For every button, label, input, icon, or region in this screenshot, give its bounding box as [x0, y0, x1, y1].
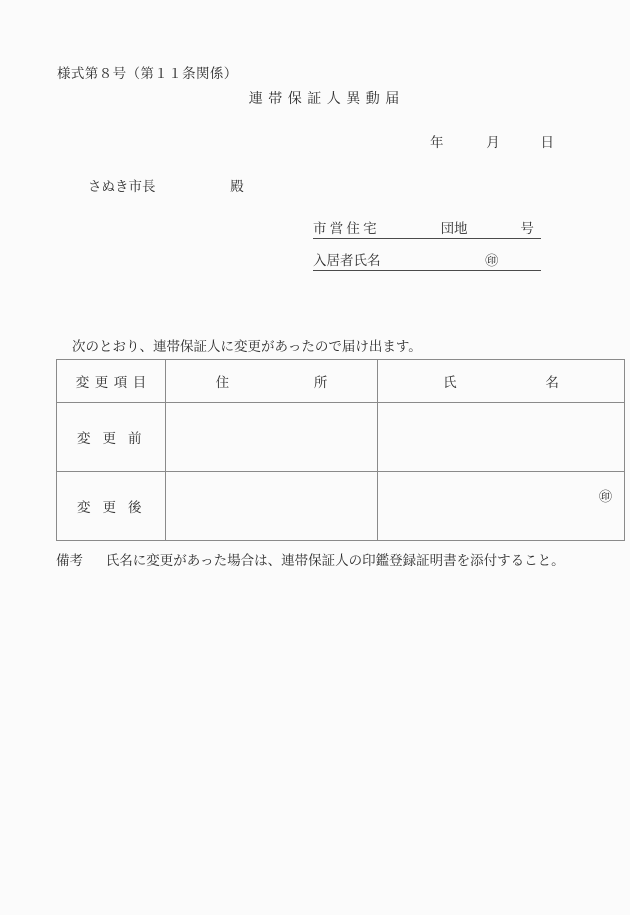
header-address — [166, 360, 378, 403]
statement-text: 次のとおり、連帯保証人に変更があったので届け出ます。 — [72, 339, 422, 354]
document-title: 連帯保証人異動届 — [248, 92, 405, 107]
header-address-first: 住 — [215, 375, 230, 390]
form-number: 様式第８号（第１１条関係） — [57, 66, 238, 81]
header-address-second: 所 — [313, 375, 328, 390]
header-change-item: 変更項目 — [57, 360, 166, 403]
change-table — [56, 359, 625, 541]
date-month-label: 月 — [486, 135, 500, 150]
resident-name-label: 入居者氏名 — [313, 253, 381, 268]
resident-field-row — [313, 249, 541, 271]
addressee-recipient: さぬき市長 — [88, 179, 156, 194]
table-row — [57, 403, 625, 472]
housing-field-row — [313, 217, 541, 239]
date-day-label: 日 — [540, 135, 554, 150]
housing-label: 市営住宅 — [313, 221, 380, 236]
footnote-text: 氏名に変更があった場合は、連帯保証人の印鑑登録証明書を添付すること。 — [105, 553, 565, 568]
table-row — [57, 472, 625, 541]
header-name — [378, 360, 625, 403]
after-name-cell[interactable] — [378, 472, 625, 541]
header-name-second: 名 — [545, 375, 559, 390]
before-name-cell[interactable] — [378, 403, 625, 472]
date-year-label: 年 — [430, 135, 444, 150]
footnote — [56, 549, 565, 569]
table-header-row — [57, 360, 625, 403]
addressee-line — [88, 175, 244, 195]
seal-icon: ㊞ — [485, 253, 499, 268]
after-address-cell[interactable] — [166, 472, 378, 541]
footnote-label: 備考 — [56, 553, 83, 568]
number-label: 号 — [520, 221, 534, 236]
before-address-cell[interactable] — [166, 403, 378, 472]
date-line — [430, 131, 554, 151]
complex-label: 団地 — [440, 221, 468, 236]
row-label-after: 変更後 — [57, 472, 166, 541]
addressee-honorific: 殿 — [230, 179, 244, 194]
seal-icon: ㊞ — [598, 489, 612, 504]
header-name-first: 氏 — [443, 375, 457, 390]
row-label-before: 変更前 — [57, 403, 166, 472]
